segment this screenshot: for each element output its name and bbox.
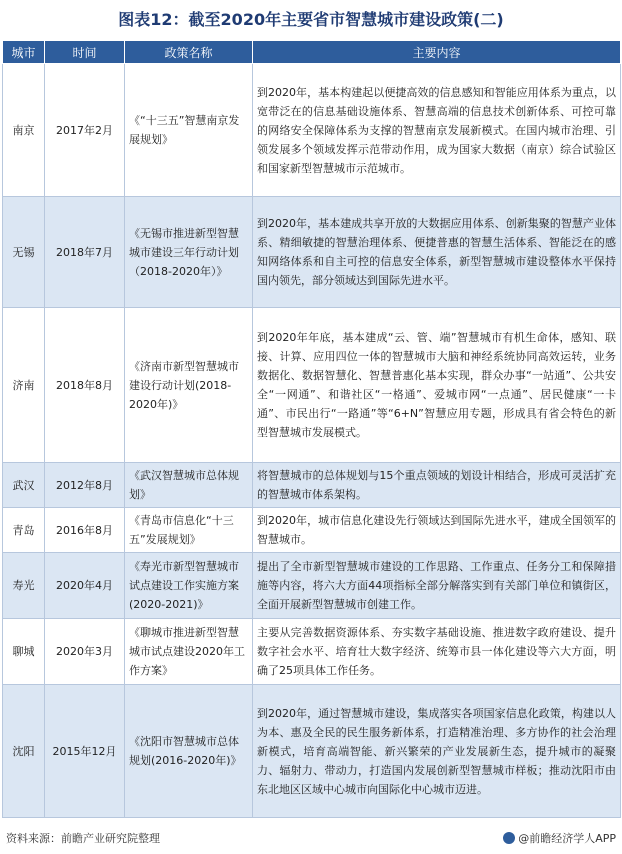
brand-text: @前瞻经济学人APP bbox=[518, 832, 616, 845]
row-content: 到2020年，城市信息化建设先行领域达到国际先进水平，建成全国领军的智慧城市。 bbox=[253, 508, 621, 553]
row-city: 聊城 bbox=[3, 619, 45, 685]
row-content: 到2020年年底，基本建成“云、管、端”智慧城市有机生命体，感知、联接、计算、应用四位一体的智慧城市大脑和神经系统协同高效运转，业务数据化、数据智慧化、智慧普惠化基本实现，群众办事“一站通”、公共安全“一网通”、和谐社区“一格通”、爱城市网“一点通”、居民健康“一卡通”、市民出行“一路通”等“6+N”智慧应用专题，形成具有省会特色的新型智慧城市发展模式。 bbox=[253, 308, 621, 463]
table-row bbox=[3, 463, 621, 508]
row-time: 2018年8月 bbox=[45, 308, 125, 463]
row-policy-name: 《寿光市新型智慧城市试点建设工作实施方案(2020-2021)》 bbox=[125, 553, 253, 619]
row-time: 2015年12月 bbox=[45, 685, 125, 818]
row-content: 到2020年，基本构建起以便捷高效的信息感知和智能应用体系为重点，以宽带泛在的信息基础设施体系、智慧高端的信息技术创新体系、可控可靠的网络安全保障体系为支撑的智慧南京发展新模式。在国内城市治理、引领发展多个领域发挥示范带动作用，成为国家大数据（南京）综合试验区和国家新型智慧城市示范城市。 bbox=[253, 64, 621, 197]
row-content: 将智慧城市的总体规划与15个重点领域的划设计相结合，形成可灵活扩充的智慧城市体系架构。 bbox=[253, 463, 621, 508]
row-time: 2016年8月 bbox=[45, 508, 125, 553]
row-city: 南京 bbox=[3, 64, 45, 197]
table-row bbox=[3, 197, 621, 308]
row-city: 无锡 bbox=[3, 197, 45, 308]
row-city: 寿光 bbox=[3, 553, 45, 619]
row-time: 2017年2月 bbox=[45, 64, 125, 197]
table-row bbox=[3, 64, 621, 197]
row-time: 2018年7月 bbox=[45, 197, 125, 308]
row-policy-name: 《沈阳市智慧城市总体规划(2016-2020年)》 bbox=[125, 685, 253, 818]
table-row bbox=[3, 508, 621, 553]
row-city: 济南 bbox=[3, 308, 45, 463]
header-content: 主要内容 bbox=[253, 41, 621, 64]
header-time: 时间 bbox=[45, 41, 125, 64]
chart-title: 图表12：截至2020年主要省市智慧城市建设政策(二) bbox=[118, 10, 504, 29]
row-time: 2020年4月 bbox=[45, 553, 125, 619]
row-content: 提出了全市新型智慧城市建设的工作思路、工作重点、任务分工和保障措施等内容，将六大方面44项指标全部分解落实到有关部门单位和镇街区，全面开展新型智慧城市创建工作。 bbox=[253, 553, 621, 619]
table-row bbox=[3, 308, 621, 463]
brand-credit bbox=[503, 828, 616, 850]
row-time: 2012年8月 bbox=[45, 463, 125, 508]
brand-logo-icon bbox=[503, 832, 515, 844]
row-city: 沈阳 bbox=[3, 685, 45, 818]
row-policy-name: 《无锡市推进新型智慧城市建设三年行动计划（2018-2020年）》 bbox=[125, 197, 253, 308]
table-row bbox=[3, 619, 621, 685]
header-name: 政策名称 bbox=[125, 41, 253, 64]
row-city: 武汉 bbox=[3, 463, 45, 508]
row-policy-name: 《青岛市信息化“十三五”发展规划》 bbox=[125, 508, 253, 553]
table-row bbox=[3, 685, 621, 818]
policy-table bbox=[2, 40, 621, 818]
row-content: 到2020年，基本建成共享开放的大数据应用体系、创新集聚的智慧产业体系、精细敏捷的智慧治理体系、便捷普惠的智慧生活体系、智能泛在的感知网络体系和自主可控的信息安全体系，新型智慧城市建设整体水平保持国内领先，部分领域达到国际先进水平。 bbox=[253, 197, 621, 308]
row-city: 青岛 bbox=[3, 508, 45, 553]
row-policy-name: 《济南市新型智慧城市建设行动计划(2018-2020年)》 bbox=[125, 308, 253, 463]
row-policy-name: 《武汉智慧城市总体规划》 bbox=[125, 463, 253, 508]
table-header-row bbox=[3, 41, 621, 64]
row-policy-name: 《“十三五”智慧南京发展规划》 bbox=[125, 64, 253, 197]
source-note: 资料来源：前瞻产业研究院整理 bbox=[6, 832, 160, 845]
row-policy-name: 《聊城市推进新型智慧城市试点建设2020年工作方案》 bbox=[125, 619, 253, 685]
table-row bbox=[3, 553, 621, 619]
row-content: 到2020年，通过智慧城市建设，集成落实各项国家信息化政策，构建以人为本、惠及全民的民生服务新体系，打造精准治理、多方协作的社会治理新模式，培育高端智能、新兴繁荣的产业发展新生态，提升城市的凝聚力、辐射力、带动力，打造国内发展创新型智慧城市样板；推动沈阳市由东北地区区域中心城市向国际化中心城市迈进。 bbox=[253, 685, 621, 818]
row-content: 主要从完善数据资源体系、夯实数字基础设施、推进数字政府建设、提升数字社会水平、培育壮大数字经济、统筹市县一体化建设等六大方面，明确了25项具体工作任务。 bbox=[253, 619, 621, 685]
footer bbox=[6, 828, 616, 850]
row-time: 2020年3月 bbox=[45, 619, 125, 685]
header-city: 城市 bbox=[3, 41, 45, 64]
